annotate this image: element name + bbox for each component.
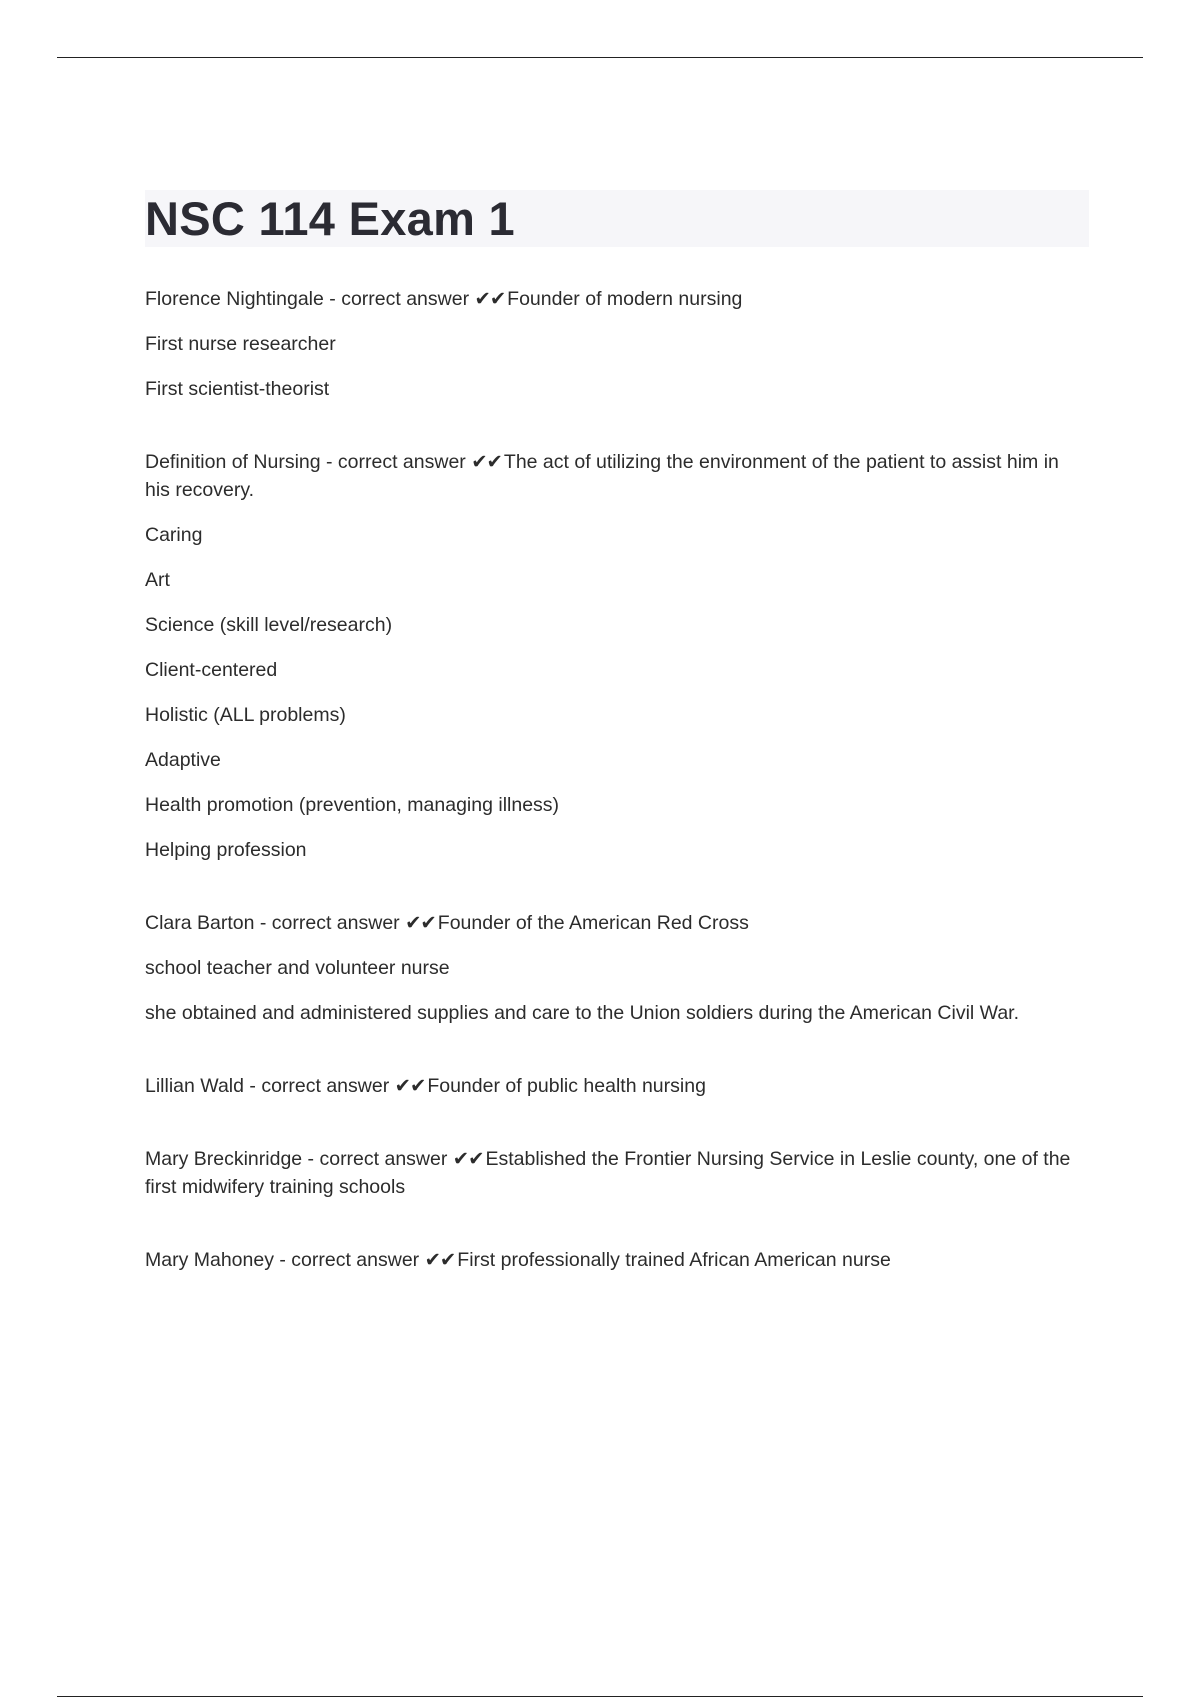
flashcard-entry [145,909,1089,1027]
correct-answer-label: - correct answer [244,1075,395,1097]
flashcard-term: Clara Barton [145,912,255,934]
flashcard-detail-line: Caring [145,524,203,546]
flashcard-answer: Established the Frontier Nursing Service in Leslie county, one of the first midwifery training schools [145,1148,1071,1198]
top-rule [57,57,1143,58]
double-check-icon: ✔✔ [394,1075,426,1097]
flashcard-list [145,285,1089,1274]
flashcard-term: Florence Nightingale [145,288,324,310]
bottom-rule [57,1696,1143,1697]
title-banner [145,190,1089,247]
flashcard-detail-line: Adaptive [145,749,221,771]
flashcard-question-line [145,1246,1089,1274]
double-check-icon: ✔✔ [424,1249,456,1271]
flashcard-entry [145,1246,1089,1274]
flashcard-detail-line: Science (skill level/research) [145,614,393,636]
flashcard-detail-line: she obtained and administered supplies and care to the Union soldiers during the American Civil War. [145,1002,1020,1024]
flashcard-entry [145,448,1089,864]
flashcard-question-line [145,1072,1089,1100]
flashcard-entry [145,1072,1089,1100]
flashcard-answer: Founder of public health nursing [427,1075,706,1097]
flashcard-answer: Founder of modern nursing [507,288,743,310]
flashcard-answer: The act of utilizing the environment of the patient to assist him in his recovery. [145,451,1059,501]
correct-answer-label: - correct answer [273,1249,425,1271]
flashcard-detail-line: First scientist-theorist [145,378,330,400]
flashcard-entry [145,285,1089,403]
flashcard-question-line [145,1145,1089,1201]
flashcard-detail-line: Health promotion (prevention, managing illness) [145,794,560,816]
double-check-icon: ✔✔ [474,288,506,310]
document-body [145,190,1089,1319]
correct-answer-label: - correct answer [302,1148,453,1170]
correct-answer-label: - correct answer [254,912,406,934]
flashcard-detail-line: First nurse researcher [145,333,336,355]
double-check-icon: ✔✔ [452,1148,484,1170]
document-title: NSC 114 Exam 1 [145,192,515,245]
flashcard-question-line [145,448,1089,504]
flashcard-detail-line: Helping profession [145,839,307,861]
flashcard-answer: Founder of the American Red Cross [437,912,749,934]
flashcard-detail-line: Art [145,569,170,591]
flashcard-detail-line: Client-centered [145,659,278,681]
correct-answer-label: - correct answer [323,288,475,310]
flashcard-term: Definition of Nursing [145,451,321,473]
double-check-icon: ✔✔ [405,912,436,934]
flashcard-detail-line: school teacher and volunteer nurse [145,957,450,979]
flashcard-question-line [145,909,1089,937]
flashcard-entry [145,1145,1089,1201]
flashcard-answer: First professionally trained African American nurse [457,1249,891,1271]
flashcard-question-line [145,285,1089,313]
flashcard-term: Mary Breckinridge [145,1148,303,1170]
flashcard-detail-line: Holistic (ALL problems) [145,704,346,726]
flashcard-term: Lillian Wald [145,1075,244,1097]
correct-answer-label: - correct answer [320,451,472,473]
flashcard-term: Mary Mahoney [145,1249,274,1271]
double-check-icon: ✔✔ [471,451,502,473]
